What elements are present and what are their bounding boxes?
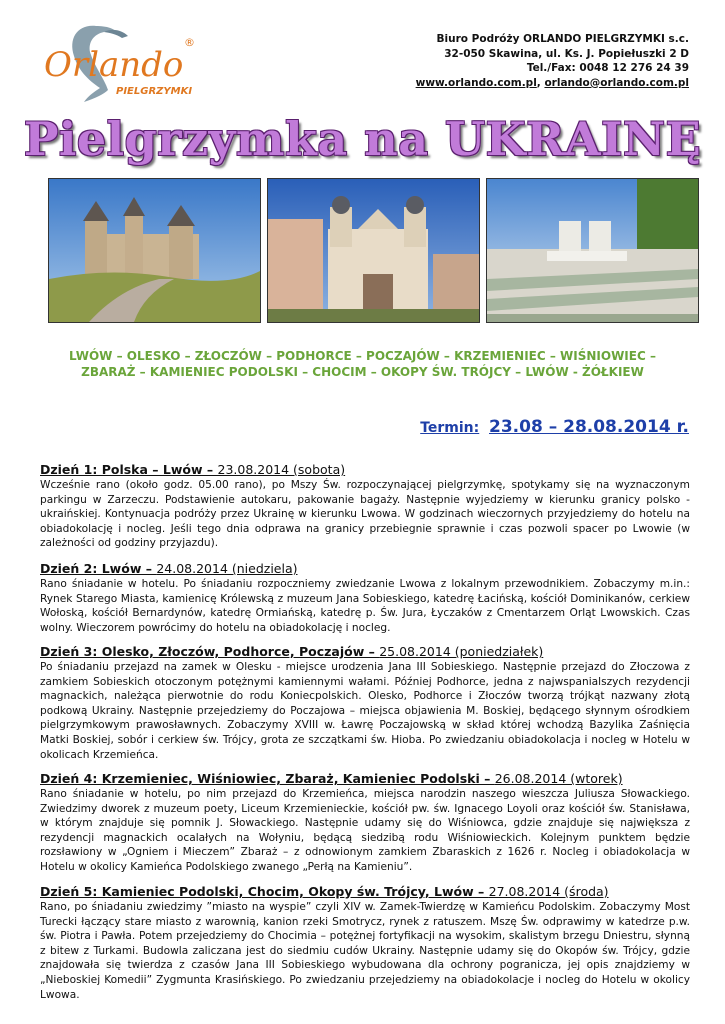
email-link[interactable]: orlando@orlando.com.pl xyxy=(544,76,689,89)
day-date: 25.08.2014 (poniedziałek) xyxy=(379,644,544,659)
logo-subtitle: PIELGRZYMKI xyxy=(116,86,193,97)
website-link[interactable]: www.orlando.com.pl xyxy=(415,76,537,89)
day-date: 27.08.2014 (środa) xyxy=(488,884,609,899)
day-title: Dzień 2: Lwów – xyxy=(40,561,157,576)
day-title: Dzień 5: Kamieniec Podolski, Chocim, Okopy św. Trójcy, Lwów – xyxy=(40,884,489,899)
company-phone: Tel./Fax: 0048 12 276 24 39 xyxy=(526,62,689,74)
termin-dates: 23.08 – 28.08.2014 r. xyxy=(489,417,689,437)
company-address: 32-050 Skawina, ul. Ks. J. Popiełuszki 2 D xyxy=(444,47,689,60)
day-date: 26.08.2014 (wtorek) xyxy=(494,771,623,786)
day-1 xyxy=(40,462,690,551)
route-list xyxy=(40,348,685,380)
day-4 xyxy=(40,771,690,875)
day-description: Wcześnie rano (około godz. 05.00 rano), po Mszy Św. rozpoczynającej pielgrzymkę, spotykamy się na wyznaczonym parkingu w Zarzeczu. Podstawienie autokaru, pakowanie bagaży. Następnie wyjedziemy w kierunku granicy polsko - ukraińskiej. Kontynuacja podróży przez Ukrainę w kierunku Lwowa. W godzinach wieczornych przyjedziemy do hotelu na obiadokolację i nocleg. Jeśli tego dnia odprawa na granicy przebiegnie sprawnie i czas pozwoli spacer po Lwowie (w zależności od godziny przyjazdu). xyxy=(40,479,690,550)
route-line-1: LWÓW – OLESKO – ZŁOCZÓW – PODHORCE – POCZAJÓW – KRZEMIENIEC – WIŚNIOWIEC – xyxy=(69,349,656,363)
day-description: Rano śniadanie w hotelu. Po śniadaniu rozpoczniemy zwiedzanie Lwowa z lokalnym przewodnikiem. Zobaczymy m.in.: Rynek Starego Miasta, kamienicę Królewską z muzeum Jana Sobieskiego, katedrę Łacińską, kościół Dominikanów, cerkiew Wołoską, kościół Bernardynów, katedrę Ormiańską, katedrę p. Św. Jura, Łyczaków z Cmentarzem Orląt Lwowskich. Czas wolny. Wieczorem powrócimy do hotelu na obiadokolację i nocleg. xyxy=(40,578,690,634)
castle-photo xyxy=(48,178,261,323)
day-title: Dzień 4: Krzemieniec, Wiśniowiec, Zbaraż, Kamieniec Podolski – xyxy=(40,771,495,786)
day-date: 23.08.2014 (sobota) xyxy=(217,462,346,477)
trip-dates xyxy=(420,417,689,437)
church-photo xyxy=(267,178,480,323)
company-info: Biuro Podróży ORLANDO PIELGRZYMKI s.c. 32-050 Skawina, ul. Ks. J. Popiełuszki 2 D Tel./Fax: 0048 12 276 24 39 www.orlando.com.pl, orlando@orlando.com.pl xyxy=(415,33,689,89)
day-3 xyxy=(40,644,690,762)
day-description: Rano śniadanie w hotelu, po nim przejazd do Krzemieńca, miejsca narodzin naszego wieszcza Juliusza Słowackiego. Zwiedzimy dworek z muzeum poety, Liceum Krzemienieckie, kościół pw. św. Ignacego Loyoli oraz kościół św. Stanisława, w którym znajduje się pomnik J. Słowackiego. Następnie udamy się do Wiśniowca, gdzie znajduje się największa z rezydencji magnackich ocalałych na Wołyniu, będącą siedzibą rodu Wiśniowieckich. Kolejnym punktem będzie rozsławiony w „Ogniem i Mieczem” Zbaraż – z odnowionym zamkiem Zbaraskich z 1626 r. Nocleg i obiadokolacja w Hotelu w okolicy Kamieńca Podolskiego zwanego „Perłą na Kamieniu”. xyxy=(40,788,690,873)
svg-text:®: ® xyxy=(184,36,195,49)
route-line-2: ZBARAŻ – KAMIENIEC PODOLSKI – CHOCIM – OKOPY ŚW. TRÓJCY – LWÓW - ŻÓŁKIEW xyxy=(81,365,644,379)
day-5 xyxy=(40,884,690,1002)
cemetery-photo xyxy=(486,178,699,323)
day-date: 24.08.2014 (niedziela) xyxy=(156,561,298,576)
page-title: Pielgrzymka na UKRAINĘ xyxy=(23,112,702,166)
day-title: Dzień 1: Polska – Lwów – xyxy=(40,462,218,477)
logo-word: Orlando xyxy=(44,45,184,85)
company-name: Biuro Podróży ORLANDO PIELGRZYMKI s.c. xyxy=(436,33,689,45)
day-title: Dzień 3: Olesko, Złoczów, Podhorce, Poczajów – xyxy=(40,644,380,659)
day-description: Po śniadaniu przejazd na zamek w Olesku - miejsce urodzenia Jana III Sobieskiego. Następnie przejazd do Złoczowa z zamkiem Sobieskich otoczonym potężnymi kamiennymi wałami. Później Podhorce, jedna z najwspanialszych rezydencji magnackich, należąca pierwotnie do rodu Koniecpolskich. Olesko, Podhorce i Złoczów tworzą trójkąt nazwany złotą podkową Ukrainy. Następnie przejedziemy do Poczajowa – miejsca objawienia M. Boskiej, będącego słynnym ośrodkiem pielgrzymkowym prawosławnych. Zobaczymy XVIII w. Ławrę Poczajowską w skład której wchodzą Bazylika Zaśnięcia Matki Boskiej, sobór i cerkiew św. Trójcy, grota ze szczątkami św. Hioba. Po zwiedzaniu obiadokolacja i nocleg w Hotelu w okolicach Krzemieńca. xyxy=(40,661,690,761)
day-description: Rano, po śniadaniu zwiedzimy ”miasto na wyspie” czyli XIV w. Zamek-Twierdzę w Kamieńcu Podolskim. Zobaczymy Most Turecki łączący stare miasto z warownią, kanion rzeki Smotrycz, rynek z ratuszem. Mszę Św. odprawimy w katedrze p.w. św. Piotra i Pawła. Potem przejedziemy do Chocimia – potężnej fortyfikacji na wysokim, skalistym brzegu Dniestru, słynną z bitew z Turkami. Budowla zaliczana jest do siedmiu cudów Ukrainy. Następnie udamy się do Okopów św. Trójcy, gdzie znajdowała się twierdza z czasów Jana III Sobieskiego wybudowana dla ochrony pogranicza, jej opis znajdziemy w „Nieboskiej Komedii” Zygmunta Krasińskiego. Po zwiedzaniu przejedziemy na obiadokolacje i nocleg do Hotelu w okolicy Lwowa. xyxy=(40,901,690,1001)
orlando-logo xyxy=(38,18,208,104)
day-2 xyxy=(40,561,690,635)
termin-label: Termin: xyxy=(420,420,480,436)
